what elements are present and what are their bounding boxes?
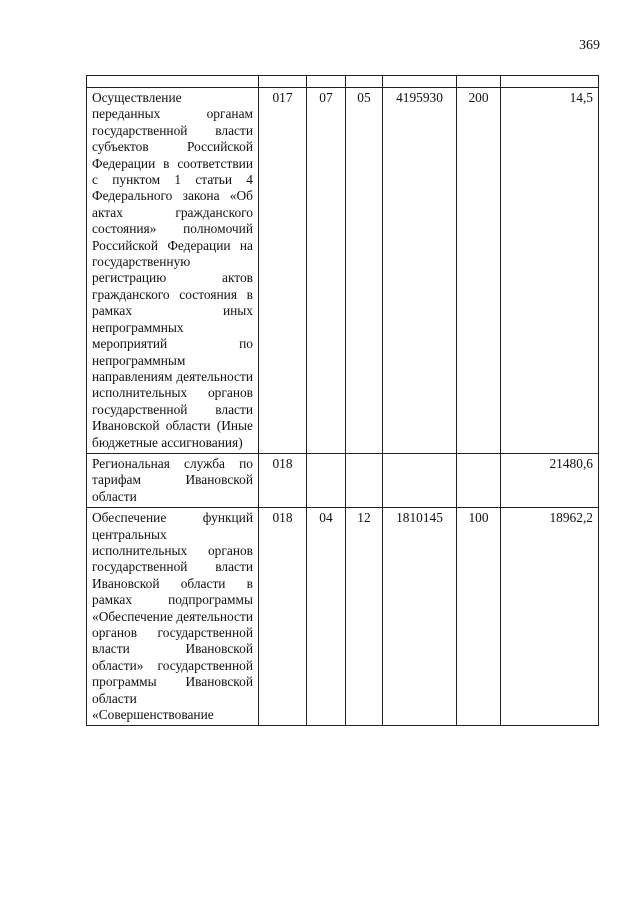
row-subsection-code	[346, 453, 383, 507]
row-expense-type-code: 100	[457, 508, 501, 726]
table-header-row	[87, 76, 599, 88]
row-target-article-code	[383, 453, 457, 507]
table-cell	[383, 76, 457, 88]
row-subsection-code: 05	[346, 88, 383, 454]
table-row	[87, 453, 599, 507]
row-section-code: 07	[307, 88, 346, 454]
row-subsection-code: 12	[346, 508, 383, 726]
row-ved-code: 017	[259, 88, 307, 454]
row-amount: 21480,6	[501, 453, 599, 507]
table-cell	[457, 76, 501, 88]
row-description: Осуществление переданных органам государственной власти субъектов Российской Федерации в соответствии с пунктом 1 статьи 4 Федерального закона «Об актах гражданского состояния» полномочий Российской Федерации на государственную регистрацию актов гражданского состояния в рамках иных непрограммных мероприятий по непрограммным направлениям деятельности исполнительных органов государственной власти Ивановской области (Иные бюджетные ассигнования)	[87, 88, 259, 454]
row-ved-code: 018	[259, 453, 307, 507]
table-row	[87, 88, 599, 454]
row-section-code	[307, 453, 346, 507]
row-target-article-code: 1810145	[383, 508, 457, 726]
row-amount: 14,5	[501, 88, 599, 454]
table-cell	[87, 76, 259, 88]
table-cell	[501, 76, 599, 88]
table-row	[87, 508, 599, 726]
row-description: Обеспечение функций центральных исполнительных органов государственной власти Ивановской области в рамках подпрограммы «Обеспечение деятельности органов государственной власти Ивановской области» государственной программы Ивановской области «Совершенствование	[87, 508, 259, 726]
row-expense-type-code: 200	[457, 88, 501, 454]
row-target-article-code: 4195930	[383, 88, 457, 454]
row-expense-type-code	[457, 453, 501, 507]
row-section-code: 04	[307, 508, 346, 726]
table-cell	[259, 76, 307, 88]
row-amount: 18962,2	[501, 508, 599, 726]
row-description: Региональная служба по тарифам Ивановской области	[87, 453, 259, 507]
table-cell	[346, 76, 383, 88]
page-number: 369	[579, 38, 600, 53]
row-ved-code: 018	[259, 508, 307, 726]
budget-table	[86, 75, 599, 726]
table-cell	[307, 76, 346, 88]
